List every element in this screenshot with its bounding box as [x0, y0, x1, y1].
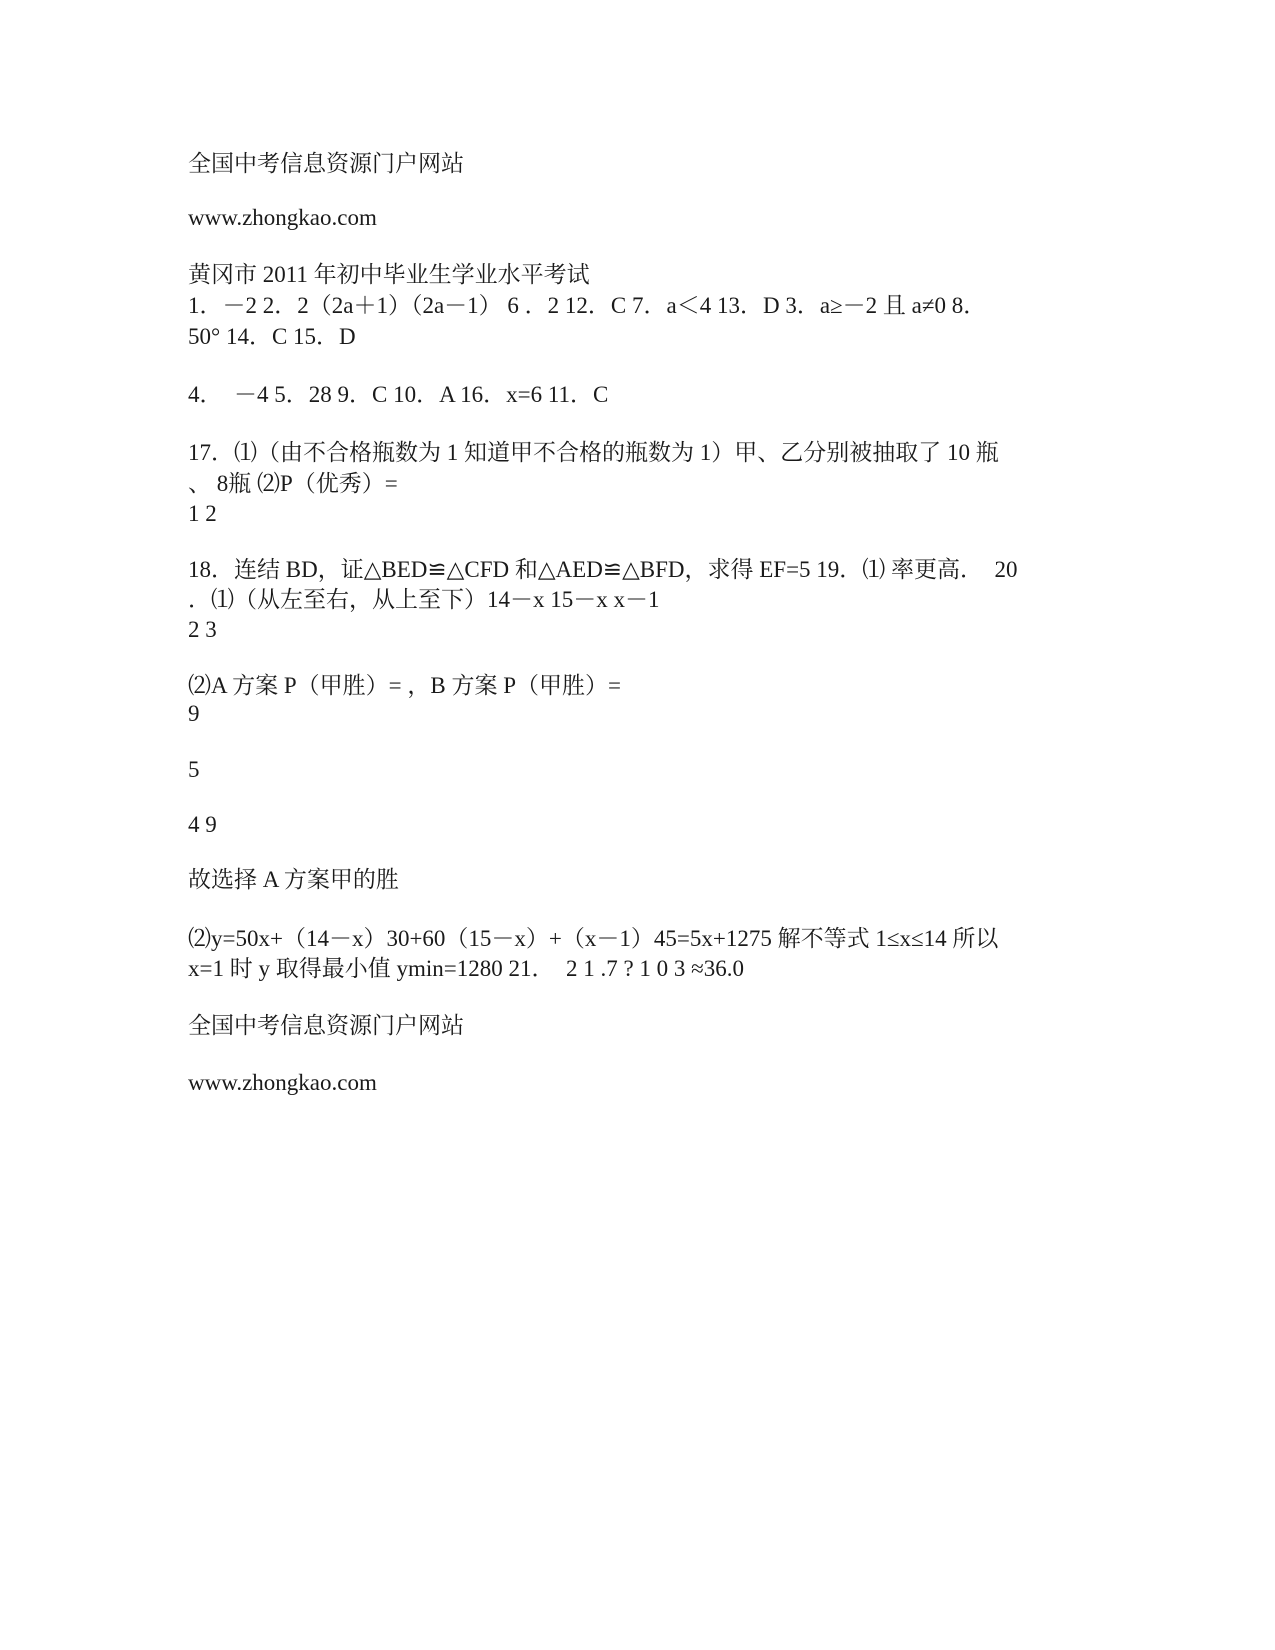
- answer-line-15: ⑵y=50x+（14－x）30+60（15－x）+（x－1）45=5x+1275 解不等式 1≤x≤14 所以: [188, 926, 999, 951]
- document-title: 黄冈市 2011 年初中毕业生学业水平考试: [188, 262, 590, 287]
- answer-line-5: 、 8瓶 ⑵P（优秀）=: [188, 471, 398, 496]
- answer-line-10: ⑵A 方案 P（甲胜）= ，B 方案 P（甲胜）=: [188, 673, 621, 698]
- answer-line-6: 1 2: [188, 501, 217, 526]
- footer-site-url: www.zhongkao.com: [188, 1070, 377, 1095]
- answer-line-1: 1．－2 2．2（2a＋1）（2a－1） 6 ．2 12．C 7．a＜4 13．D 3．a≥－2 且 a≠0 8．: [188, 293, 987, 318]
- answer-line-14: 故选择 A 方案甲的胜: [188, 867, 399, 892]
- answer-line-7: 18．连结 BD，证△BED≌△CFD 和△AED≌△BFD，求得 EF=5 19．⑴ 率更高． 20: [188, 557, 1018, 582]
- header-site-name: 全国中考信息资源门户网站: [188, 151, 464, 176]
- answer-line-12: 5: [188, 757, 200, 782]
- answer-line-16: x=1 时 y 取得最小值 ymin=1280 21． 2 1 .7 ? 1 0 3 ≈36.0: [188, 956, 745, 981]
- header-site-url: www.zhongkao.com: [188, 205, 377, 230]
- answer-line-3: 4． －4 5．28 9．C 10．A 16．x=6 11．C: [188, 382, 609, 407]
- answer-line-2: 50° 14．C 15．D: [188, 324, 356, 349]
- answer-line-8: ．⑴（从左至右，从上至下）14－x 15－x x－1: [188, 587, 660, 612]
- answer-line-13: 4 9: [188, 812, 217, 837]
- answer-line-9: 2 3: [188, 617, 217, 642]
- answer-line-4: 17．⑴（由不合格瓶数为 1 知道甲不合格的瓶数为 1）甲、乙分别被抽取了 10 瓶: [188, 440, 999, 465]
- footer-site-name: 全国中考信息资源门户网站: [188, 1013, 464, 1038]
- answer-line-11: 9: [188, 701, 200, 726]
